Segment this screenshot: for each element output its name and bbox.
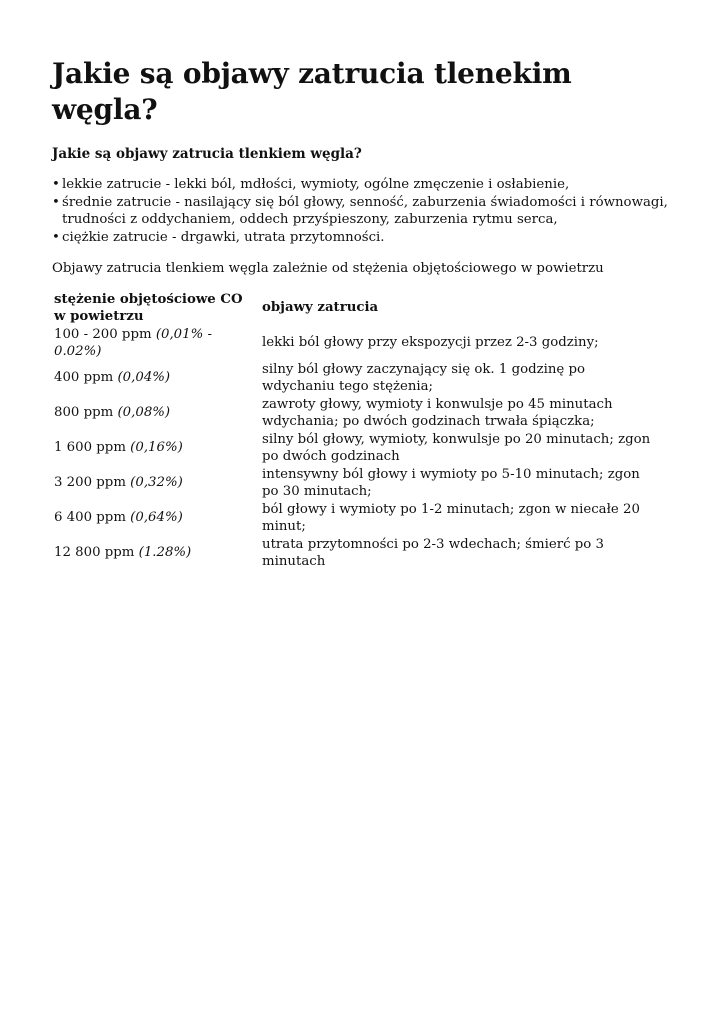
- percent-value: (0,16%): [130, 440, 183, 456]
- percent-value: (0,64%): [130, 510, 183, 526]
- symptom-cell: silny ból głowy zaczynający się ok. 1 godzinę po wdychaniu tego stężenia;: [262, 362, 586, 394]
- header-concentration: stężenie objętościowe CO w powietrzu: [54, 292, 243, 324]
- table-row: [52, 396, 662, 431]
- percent-value: (1.28%): [138, 545, 192, 561]
- list-item: • lekkie zatrucie - lekki ból, mdłości, wymioty, ogólne zmęczenie i osłabienie,: [52, 176, 673, 194]
- concentration-cell: [52, 326, 260, 361]
- symptom-cell: silny ból głowy, wymioty, konwulsje po 20 minutach; zgon po dwóch godzinach: [262, 432, 651, 464]
- concentration-table: [52, 290, 662, 571]
- concentration-cell: [52, 501, 260, 536]
- symptom-cell: zawroty głowy, wymioty i konwulsje po 45 minutach wdychania; po dwóch godzinach trwała śpiączka;: [262, 397, 613, 429]
- symptom-cell: lekki ból głowy przy ekspozycji przez 2-3 godziny;: [262, 335, 599, 351]
- table-row: [52, 501, 662, 536]
- table-header-row: [52, 290, 662, 326]
- concentration-cell: [52, 536, 260, 571]
- ppm-value: 100 - 200 ppm: [54, 327, 152, 342]
- list-item: • średnie zatrucie - nasilający się ból głowy, senność, zaburzenia świadomości i równowagi, trudności z oddychaniem, oddech przyśpieszony, zaburzenia rytmu serca,: [52, 194, 673, 229]
- symptom-cell: ból głowy i wymioty po 1-2 minutach; zgon w niecałe 20 minut;: [262, 502, 640, 534]
- percent-value: (0,01% - 0.02%): [54, 327, 212, 359]
- section-heading: Jakie są objawy zatrucia tlenkiem węgla?: [52, 146, 362, 162]
- ppm-value: 1 600 ppm: [54, 440, 126, 456]
- page-title: Jakie są objawy zatrucia tlenekim węgla?: [52, 57, 572, 126]
- percent-value: (0,04%): [117, 370, 171, 386]
- percent-value: (0,32%): [130, 475, 183, 491]
- table-row: [52, 536, 662, 571]
- percent-value: (0,08%): [117, 405, 171, 421]
- concentration-cell: [52, 466, 260, 501]
- table-row: [52, 326, 662, 361]
- ppm-value: 400 ppm: [54, 370, 114, 386]
- table-row: [52, 466, 662, 501]
- table-row: [52, 361, 662, 396]
- ppm-value: 3 200 ppm: [54, 475, 126, 491]
- table-row: [52, 431, 662, 466]
- header-symptoms: objawy zatrucia: [262, 300, 379, 316]
- concentration-cell: [52, 361, 260, 396]
- ppm-value: 6 400 ppm: [54, 510, 126, 526]
- concentration-cell: [52, 396, 260, 431]
- ppm-value: 12 800 ppm: [54, 545, 135, 561]
- intro-paragraph: Objawy zatrucia tlenkiem węgla zależnie od stężenia objętościowego w powietrzu: [52, 261, 604, 276]
- list-item: • ciężkie zatrucie - drgawki, utrata przytomności.: [52, 229, 673, 247]
- symptom-cell: intensywny ból głowy i wymioty po 5-10 minutach; zgon po 30 minutach;: [262, 467, 640, 499]
- symptoms-list: [52, 176, 673, 246]
- symptom-cell: utrata przytomności po 2-3 wdechach; śmierć po 3 minutach: [262, 537, 604, 569]
- ppm-value: 800 ppm: [54, 405, 114, 421]
- concentration-cell: [52, 431, 260, 466]
